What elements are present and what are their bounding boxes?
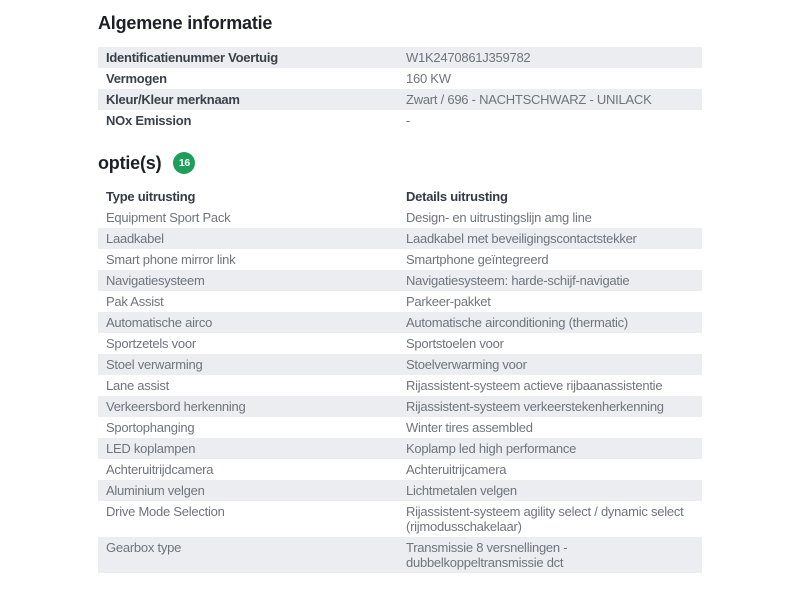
row-value: W1K2470861J359782	[406, 50, 531, 65]
options-count-badge: 16	[173, 152, 195, 174]
table-row	[98, 354, 702, 375]
row-value: Design- en uitrustingslijn amg line	[406, 210, 592, 225]
general-info-title: Algemene informatie	[98, 13, 273, 33]
table-row	[98, 110, 702, 131]
options-table-header-row	[98, 186, 702, 207]
row-value: Koplamp led high performance	[406, 441, 577, 456]
table-row	[98, 417, 702, 438]
row-label: Gearbox type	[106, 540, 182, 555]
row-value: Sportstoelen voor	[406, 336, 504, 351]
row-label: Stoel verwarming	[106, 357, 203, 372]
row-value: Parkeer-pakket	[406, 294, 491, 309]
column-header-type: Type uitrusting	[106, 189, 196, 204]
general-info-table	[98, 47, 702, 131]
row-value: Winter tires assembled	[406, 420, 533, 435]
row-label: Sportophanging	[106, 420, 195, 435]
content-area	[98, 12, 702, 573]
row-value: Automatische airconditioning (thermatic)	[406, 315, 628, 330]
row-value: Rijassistent-systeem agility select / dynamic select (rijmodusschakelaar)	[406, 504, 684, 534]
table-row	[98, 438, 702, 459]
options-heading	[98, 152, 702, 174]
table-row	[98, 89, 702, 110]
row-label: Automatische airco	[106, 315, 213, 330]
table-row	[98, 333, 702, 354]
row-value: Transmissie 8 versnellingen - dubbelkoppeltransmissie dct	[406, 540, 568, 570]
row-value: Zwart / 696 - NACHTSCHWARZ - UNILACK	[406, 92, 652, 107]
row-label: Sportzetels voor	[106, 336, 196, 351]
table-row	[98, 312, 702, 333]
row-label: Equipment Sport Pack	[106, 210, 231, 225]
table-row	[98, 396, 702, 417]
table-row	[98, 501, 702, 537]
table-row	[98, 47, 702, 68]
table-row	[98, 537, 702, 573]
table-row	[98, 207, 702, 228]
table-row	[98, 68, 702, 89]
row-label: Vermogen	[106, 71, 167, 86]
table-row	[98, 228, 702, 249]
row-value: Stoelverwarming voor	[406, 357, 527, 372]
table-row	[98, 480, 702, 501]
table-row	[98, 249, 702, 270]
options-title: optie(s)	[98, 153, 162, 173]
table-row	[98, 291, 702, 312]
row-label: Achteruitrijdcamera	[106, 462, 214, 477]
row-label: NOx Emission	[106, 113, 192, 128]
table-row	[98, 270, 702, 291]
row-value: Smartphone geïntegreerd	[406, 252, 549, 267]
row-label: Drive Mode Selection	[106, 504, 225, 519]
options-table	[98, 186, 702, 573]
row-value: Rijassistent-systeem verkeerstekenherkenning	[406, 399, 664, 414]
row-label: Identificatienummer Voertuig	[106, 50, 278, 65]
row-label: LED koplampen	[106, 441, 196, 456]
row-value: Navigatiesysteem: harde-schijf-navigatie	[406, 273, 630, 288]
row-label: Aluminium velgen	[106, 483, 205, 498]
row-label: Smart phone mirror link	[106, 252, 236, 267]
row-label: Laadkabel	[106, 231, 164, 246]
row-value: -	[406, 113, 411, 128]
row-value: Laadkabel met beveiligingscontactstekker	[406, 231, 637, 246]
row-value: Lichtmetalen velgen	[406, 483, 517, 498]
row-label: Lane assist	[106, 378, 170, 393]
row-label: Verkeersbord herkenning	[106, 399, 246, 414]
table-row	[98, 375, 702, 396]
row-value: Rijassistent-systeem actieve rijbaanassistentie	[406, 378, 663, 393]
column-header-details: Details uitrusting	[406, 189, 508, 204]
table-row	[98, 459, 702, 480]
row-label: Kleur/Kleur merknaam	[106, 92, 240, 107]
row-value: 160 KW	[406, 71, 451, 86]
row-label: Navigatiesysteem	[106, 273, 205, 288]
row-value: Achteruitrijcamera	[406, 462, 507, 477]
row-label: Pak Assist	[106, 294, 164, 309]
